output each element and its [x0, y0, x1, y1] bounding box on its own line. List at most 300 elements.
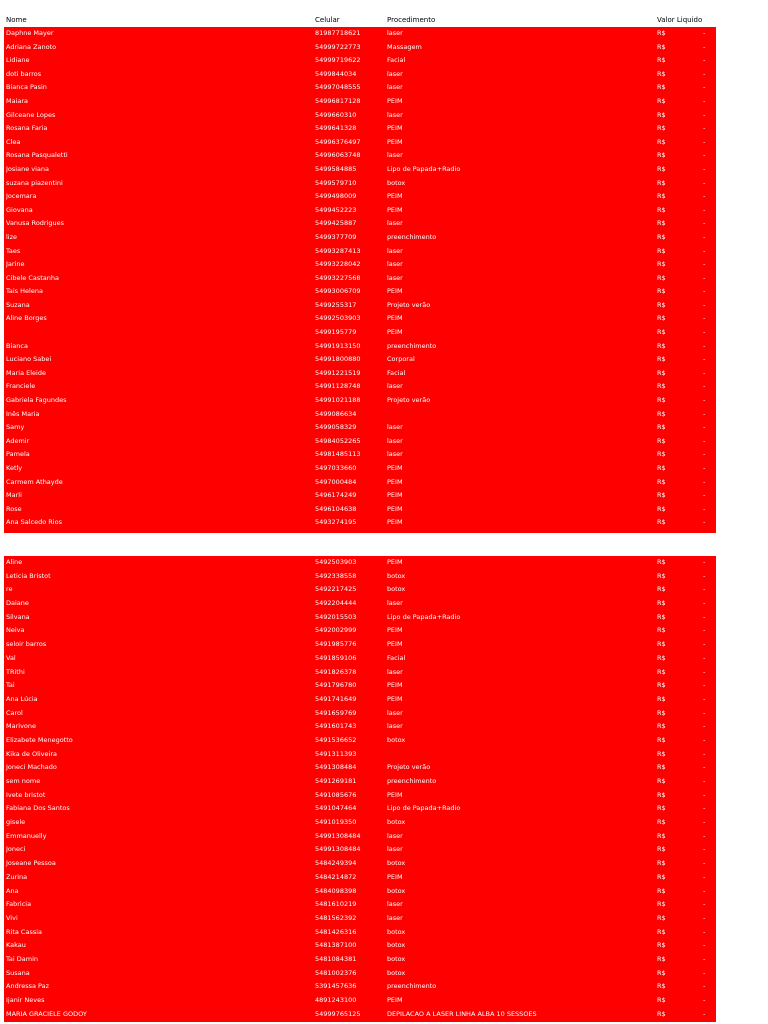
cell-phone: 54991308484	[315, 845, 361, 854]
cell-procedure: PEIM	[387, 192, 403, 201]
cell-name: Kika de Oliveira	[6, 749, 57, 758]
table-row	[4, 503, 716, 517]
cell-procedure: laser	[387, 29, 403, 37]
cell-procedure: laser	[387, 450, 403, 459]
cell-currency: R$	[657, 804, 666, 813]
cell-procedure: Facial	[387, 653, 406, 662]
table-row	[4, 775, 716, 789]
cell-value: -	[703, 941, 706, 950]
cell-value: -	[703, 29, 706, 37]
table-block-2	[4, 556, 716, 1022]
table-row	[4, 462, 716, 476]
cell-phone: 5484214872	[315, 872, 357, 881]
cell-currency: R$	[657, 355, 666, 364]
cell-value: -	[703, 436, 706, 445]
table-row	[4, 583, 716, 597]
cell-procedure: botox	[387, 818, 406, 827]
cell-currency: R$	[657, 491, 666, 500]
cell-currency: R$	[657, 314, 666, 323]
cell-value: -	[703, 831, 706, 840]
cell-currency: R$	[657, 450, 666, 459]
table-row	[4, 516, 716, 530]
table-row	[4, 761, 716, 775]
cell-procedure: PEIM	[387, 96, 403, 105]
cell-phone: 54991800880	[315, 355, 361, 364]
cell-currency: R$	[657, 831, 666, 840]
table-row	[4, 367, 716, 381]
table-row	[4, 380, 716, 394]
cell-procedure: PEIM	[387, 314, 403, 323]
cell-name: Ketly	[6, 464, 23, 472]
table-row	[4, 41, 716, 55]
cell-currency: R$	[657, 287, 666, 296]
cell-procedure: PEIM	[387, 477, 403, 486]
cell-name: Marli	[6, 491, 22, 500]
cell-procedure: laser	[387, 599, 403, 608]
table-row	[4, 231, 716, 245]
cell-currency: R$	[657, 735, 666, 744]
cell-phone: 5484098398	[315, 886, 357, 895]
cell-procedure: botox	[387, 968, 406, 977]
cell-currency: R$	[657, 790, 666, 799]
cell-currency: R$	[657, 626, 666, 635]
table-row	[4, 816, 716, 830]
cell-procedure: DEPILACAO A LASER LINHA ALBA 10 SESSOES	[387, 1009, 537, 1018]
cell-currency: R$	[657, 913, 666, 922]
table-row	[4, 652, 716, 666]
table-row	[4, 299, 716, 313]
cell-currency: R$	[657, 164, 666, 173]
cell-currency: R$	[657, 382, 666, 391]
cell-value: -	[703, 328, 706, 337]
cell-procedure: preenchimento	[387, 232, 437, 241]
cell-procedure: preenchimento	[387, 982, 437, 991]
cell-currency: R$	[657, 151, 666, 160]
cell-currency: R$	[657, 341, 666, 350]
cell-value: -	[703, 599, 706, 608]
cell-currency: R$	[657, 763, 666, 772]
cell-phone: 5481084381	[315, 954, 357, 963]
cell-phone: 5491019350	[315, 818, 357, 827]
cell-value: -	[703, 137, 706, 146]
cell-value: -	[703, 504, 706, 513]
cell-value: -	[703, 205, 706, 214]
cell-procedure: laser	[387, 83, 403, 92]
cell-name: Cibele Castanha	[6, 273, 60, 282]
cell-name: Fabricia	[6, 900, 32, 909]
cell-value: -	[703, 491, 706, 500]
table-row	[4, 435, 716, 449]
cell-value: -	[703, 900, 706, 909]
table-row	[4, 1008, 716, 1022]
cell-currency: R$	[657, 110, 666, 119]
cell-name: sem nome	[6, 777, 41, 785]
cell-currency: R$	[657, 872, 666, 881]
cell-value: -	[703, 1009, 706, 1018]
cell-currency: R$	[657, 69, 666, 78]
cell-procedure: botox	[387, 735, 406, 744]
cell-currency: R$	[657, 640, 666, 649]
cell-phone: 5499086634	[315, 409, 357, 418]
cell-procedure: laser	[387, 423, 403, 432]
cell-value: -	[703, 763, 706, 772]
cell-phone: 54993227568	[315, 273, 361, 282]
cell-procedure: Projeto verão	[387, 763, 431, 772]
cell-phone: 5491796780	[315, 681, 357, 690]
table-row	[4, 939, 716, 953]
cell-currency: R$	[657, 436, 666, 445]
cell-phone: 5484249394	[315, 859, 357, 868]
cell-procedure: PEIM	[387, 640, 403, 649]
table-row	[4, 953, 716, 967]
table-row	[4, 448, 716, 462]
cell-value: -	[703, 571, 706, 580]
cell-currency: R$	[657, 599, 666, 608]
cell-phone: 5499579710	[315, 178, 357, 187]
cell-name: Ana Salcedo Rios	[6, 518, 62, 527]
table-row	[4, 871, 716, 885]
cell-procedure: laser	[387, 913, 403, 922]
cell-currency: R$	[657, 667, 666, 676]
cell-name: Joseane Pessoa	[6, 859, 56, 868]
table-row	[4, 272, 716, 286]
cell-name: Bianca	[6, 341, 28, 350]
cell-value: -	[703, 300, 706, 309]
cell-currency: R$	[657, 56, 666, 65]
cell-value: -	[703, 192, 706, 201]
cell-phone: 5499377709	[315, 232, 357, 241]
table-row	[4, 898, 716, 912]
cell-name: Franciele	[6, 382, 36, 391]
cell-currency: R$	[657, 708, 666, 717]
cell-procedure: preenchimento	[387, 777, 437, 785]
cell-name: Andressa Paz	[6, 982, 50, 991]
cell-procedure: laser	[387, 722, 403, 731]
cell-currency: R$	[657, 749, 666, 758]
cell-value: -	[703, 982, 706, 991]
cell-phone: 5492002999	[315, 626, 357, 635]
cell-phone: 5481610219	[315, 900, 357, 909]
table-row	[4, 285, 716, 299]
cell-procedure: PEIM	[387, 558, 403, 566]
cell-currency: R$	[657, 886, 666, 895]
cell-procedure: Projeto verão	[387, 300, 431, 309]
table-row	[4, 95, 716, 109]
cell-value: -	[703, 818, 706, 827]
cell-name: Giovana	[6, 205, 33, 214]
cell-currency: R$	[657, 518, 666, 527]
cell-phone: 54991021188	[315, 396, 361, 405]
cell-phone: 5497033660	[315, 464, 357, 472]
cell-value: -	[703, 681, 706, 690]
cell-value: -	[703, 83, 706, 92]
table-row	[4, 190, 716, 204]
cell-value: -	[703, 56, 706, 65]
cell-value: -	[703, 667, 706, 676]
cell-name: Lidiane	[6, 56, 30, 65]
cell-phone: 54996376497	[315, 137, 361, 146]
cell-name: Carmem Athayde	[6, 477, 63, 486]
cell-name: Ijanir Neves	[6, 996, 45, 1004]
cell-phone: 5491741649	[315, 694, 357, 703]
cell-currency: R$	[657, 900, 666, 909]
cell-procedure: Facial	[387, 56, 406, 65]
cell-value: -	[703, 355, 706, 364]
cell-currency: R$	[657, 571, 666, 580]
cell-phone: 54993287413	[315, 246, 361, 255]
cell-procedure: botox	[387, 859, 406, 868]
cell-currency: R$	[657, 83, 666, 92]
cell-currency: R$	[657, 219, 666, 228]
cell-name: Maiara	[6, 96, 29, 105]
cell-phone: 5391457636	[315, 982, 357, 991]
cell-procedure: Lipo de Papada+Radio	[387, 612, 461, 621]
cell-name: Ivete bristot	[6, 790, 46, 799]
cell-value: -	[703, 42, 706, 51]
cell-procedure: PEIM	[387, 464, 403, 472]
cell-phone: 5493274195	[315, 518, 357, 527]
table-row	[4, 994, 716, 1008]
cell-value: -	[703, 260, 706, 269]
cell-currency: R$	[657, 205, 666, 214]
cell-value: -	[703, 287, 706, 296]
cell-currency: R$	[657, 585, 666, 594]
cell-value: -	[703, 423, 706, 432]
cell-procedure: PEIM	[387, 124, 403, 133]
cell-name: suzana piazentini	[6, 178, 63, 187]
cell-name: Carol	[6, 708, 23, 717]
cell-procedure: preenchimento	[387, 341, 437, 350]
cell-currency: R$	[657, 124, 666, 133]
cell-currency: R$	[657, 273, 666, 282]
cell-value: -	[703, 968, 706, 977]
cell-phone: 54999722773	[315, 42, 361, 51]
cell-currency: R$	[657, 653, 666, 662]
cell-phone: 5492338558	[315, 571, 357, 580]
cell-procedure: botox	[387, 941, 406, 950]
cell-phone: 5491308484	[315, 763, 357, 772]
cell-currency: R$	[657, 681, 666, 690]
cell-currency: R$	[657, 300, 666, 309]
cell-value: -	[703, 151, 706, 160]
cell-value: -	[703, 913, 706, 922]
table-row	[4, 217, 716, 231]
cell-name: Josiane viana	[6, 164, 49, 173]
cell-phone: 5481426316	[315, 927, 357, 936]
cell-procedure: laser	[387, 260, 403, 269]
cell-value: -	[703, 409, 706, 418]
cell-name: Susana	[6, 968, 30, 977]
cell-name: Ademir	[6, 436, 30, 445]
table-row	[4, 802, 716, 816]
cell-value: -	[703, 653, 706, 662]
cell-procedure: botox	[387, 571, 406, 580]
cell-name: Vivi	[6, 913, 18, 922]
cell-procedure: Facial	[387, 368, 406, 377]
cell-procedure: PEIM	[387, 491, 403, 500]
cell-value: -	[703, 518, 706, 527]
cell-value: -	[703, 246, 706, 255]
cell-phone: 54999765125	[315, 1009, 361, 1018]
cell-currency: R$	[657, 982, 666, 991]
cell-name: Elizabete Menegotto	[6, 735, 73, 744]
cell-procedure: PEIM	[387, 504, 403, 513]
cell-currency: R$	[657, 845, 666, 854]
cell-currency: R$	[657, 368, 666, 377]
cell-name: Suzana	[6, 300, 30, 309]
cell-phone: 5496174249	[315, 491, 357, 500]
table-row	[4, 68, 716, 82]
cell-name: Taes	[6, 246, 21, 255]
cell-phone: 5491085676	[315, 790, 357, 799]
table-row	[4, 693, 716, 707]
cell-phone: 5499195779	[315, 328, 357, 337]
table-row	[4, 122, 716, 136]
cell-value: -	[703, 708, 706, 717]
cell-value: -	[703, 954, 706, 963]
cell-currency: R$	[657, 558, 666, 566]
cell-currency: R$	[657, 96, 666, 105]
cell-name: Marivone	[6, 722, 37, 731]
cell-phone: 5497000484	[315, 477, 357, 486]
cell-procedure: laser	[387, 382, 403, 391]
cell-value: -	[703, 585, 706, 594]
cell-procedure: PEIM	[387, 872, 403, 881]
cell-value: -	[703, 232, 706, 241]
cell-procedure: laser	[387, 667, 403, 676]
cell-phone: 54997048555	[315, 83, 361, 92]
cell-name: doti barros	[6, 69, 42, 78]
table-header	[4, 14, 716, 26]
cell-phone: 54991221519	[315, 368, 361, 377]
table-row	[4, 666, 716, 680]
cell-phone: 54991308484	[315, 831, 361, 840]
table-row	[4, 734, 716, 748]
table-row	[4, 204, 716, 218]
cell-name: Bianca Pasin	[6, 83, 47, 92]
cell-currency: R$	[657, 42, 666, 51]
cell-procedure: PEIM	[387, 137, 403, 146]
cell-procedure: laser	[387, 436, 403, 445]
cell-phone: 5491659769	[315, 708, 357, 717]
table-row	[4, 245, 716, 259]
cell-name: Rosana Faria	[6, 124, 48, 133]
table-row	[4, 340, 716, 354]
cell-procedure: laser	[387, 845, 403, 854]
cell-procedure: botox	[387, 178, 406, 187]
cell-phone: 5499844034	[315, 69, 357, 78]
cell-phone: 5492204444	[315, 599, 357, 608]
table-row	[4, 258, 716, 272]
table-row	[4, 679, 716, 693]
cell-phone: 5499584885	[315, 164, 357, 173]
cell-currency: R$	[657, 29, 666, 37]
cell-phone: 5481002376	[315, 968, 357, 977]
cell-phone: 54992503903	[315, 314, 361, 323]
cell-currency: R$	[657, 996, 666, 1004]
table-row	[4, 720, 716, 734]
cell-name: Daphne Mayer	[6, 29, 54, 37]
column-header-procedure: Procedimento	[387, 16, 436, 24]
cell-currency: R$	[657, 423, 666, 432]
cell-procedure: PEIM	[387, 328, 403, 337]
cell-value: -	[703, 368, 706, 377]
cell-currency: R$	[657, 941, 666, 950]
cell-name: Rose	[6, 504, 22, 513]
cell-value: -	[703, 927, 706, 936]
cell-name: Val	[6, 653, 16, 662]
cell-name: Neiva	[6, 626, 25, 635]
cell-name: Ana Lúcia	[6, 694, 38, 703]
cell-name: gisele	[6, 818, 26, 827]
table-row	[4, 611, 716, 625]
cell-name: Tai Damin	[6, 954, 38, 963]
cell-currency: R$	[657, 328, 666, 337]
cell-name: Jocemara	[6, 192, 37, 201]
cell-name: Clea	[6, 137, 21, 146]
cell-value: -	[703, 694, 706, 703]
cell-phone: 54981485113	[315, 450, 361, 459]
table-block-1	[4, 27, 716, 533]
cell-procedure: PEIM	[387, 996, 403, 1004]
table-row	[4, 789, 716, 803]
cell-value: -	[703, 872, 706, 881]
cell-currency: R$	[657, 818, 666, 827]
cell-name: Aline Borges	[6, 314, 47, 323]
cell-value: -	[703, 396, 706, 405]
cell-currency: R$	[657, 477, 666, 486]
cell-name: Rosana Pasqualetti	[6, 151, 68, 160]
cell-value: -	[703, 69, 706, 78]
cell-name: Luciano Sabei	[6, 355, 52, 364]
cell-phone: 54993006709	[315, 287, 361, 296]
cell-name: Daiane	[6, 599, 29, 608]
cell-name: Ana	[6, 886, 19, 895]
table-row	[4, 748, 716, 762]
cell-procedure: botox	[387, 954, 406, 963]
cell-value: -	[703, 110, 706, 119]
cell-procedure: laser	[387, 831, 403, 840]
cell-name: Joneci Machado	[6, 763, 57, 772]
cell-value: -	[703, 626, 706, 635]
cell-phone: 5496104638	[315, 504, 357, 513]
cell-name: Jarine	[6, 260, 25, 269]
cell-name: Adriana Zanoto	[6, 42, 57, 51]
table-row	[4, 624, 716, 638]
table-row	[4, 570, 716, 584]
table-row	[4, 408, 716, 422]
cell-currency: R$	[657, 464, 666, 472]
cell-name: Zurina	[6, 872, 28, 881]
cell-procedure: laser	[387, 246, 403, 255]
cell-value: -	[703, 382, 706, 391]
cell-procedure: PEIM	[387, 790, 403, 799]
cell-name: Emmanuelly	[6, 831, 47, 840]
cell-procedure: PEIM	[387, 681, 403, 690]
table-row	[4, 967, 716, 981]
cell-procedure: Massagem	[387, 42, 422, 51]
cell-name: lize	[6, 232, 18, 241]
cell-procedure: laser	[387, 219, 403, 228]
cell-currency: R$	[657, 396, 666, 405]
cell-value: -	[703, 996, 706, 1004]
cell-phone: 5499452223	[315, 205, 357, 214]
cell-value: -	[703, 722, 706, 731]
cell-currency: R$	[657, 409, 666, 418]
cell-name: Inês Maria	[6, 409, 40, 418]
table-row	[4, 177, 716, 191]
cell-value: -	[703, 804, 706, 813]
